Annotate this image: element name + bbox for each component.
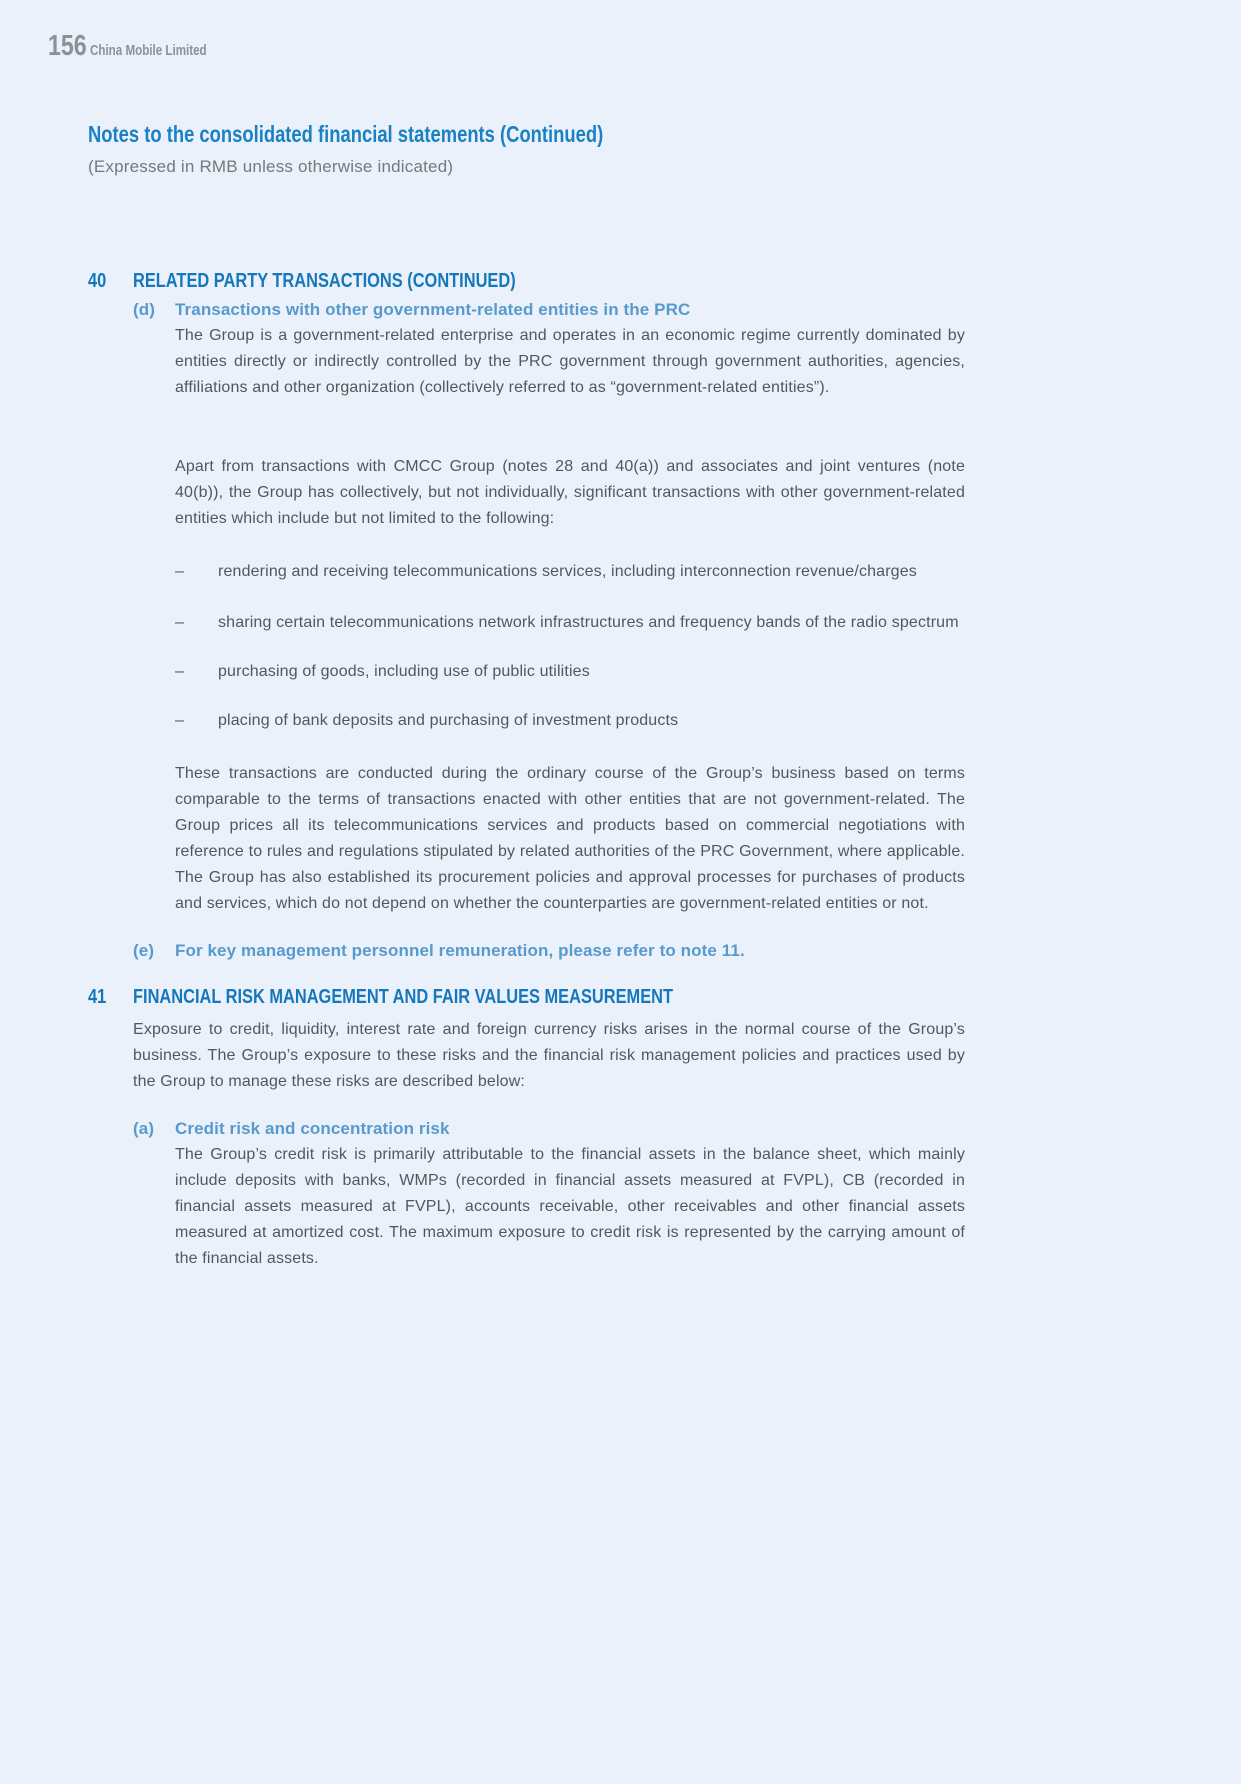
- bullet-item-1: [175, 559, 965, 585]
- section-41-intro: Exposure to credit, liquidity, interest rate and foreign currency risks arises in the normal course of the Group’s business. The Group’s exposure to these risks and the financial risk management policies and practices used by the Group to manage these risks are described below:: [133, 1021, 965, 1090]
- section-40-title: [133, 269, 611, 293]
- section-40-number: [88, 269, 133, 293]
- page-number: [48, 30, 90, 63]
- document-subtitle: (Expressed in RMB unless otherwise indicated): [88, 157, 454, 176]
- section-41-number: [88, 985, 133, 1009]
- bullet-dash: –: [175, 563, 185, 580]
- bullet-item-2: [175, 610, 965, 636]
- bullet-item-3: [175, 659, 965, 685]
- page-number-text: 156: [48, 30, 87, 62]
- section-41-title-text: FINANCIAL RISK MANAGEMENT AND FAIR VALUES MEASUREMENT: [133, 985, 673, 1008]
- bullet-text-1: rendering and receiving telecommunications services, including interconnection revenue/charges: [218, 563, 917, 580]
- subsection-e-heading: [133, 941, 1241, 961]
- bullet-item-4: [175, 708, 965, 734]
- company-name-text: China Mobile Limited: [90, 43, 207, 59]
- subsection-a-paragraph-1: The Group’s credit risk is primarily attributable to the financial assets in the balance sheet, which mainly include deposits with banks, WMPs (recorded in financial assets measured at FVPL), CB (recorded in financial assets measured at FVPL), accounts receivable, other receivables and other financial assets measured at amortized cost. The maximum exposure to credit risk is represented by the carrying amount of the financial assets.: [175, 1146, 965, 1267]
- section-40-number-text: 40: [88, 269, 107, 292]
- document-title: [88, 121, 1241, 148]
- bullet-dash: –: [175, 614, 185, 631]
- document-page: [0, 30, 1241, 1784]
- bullet-text-3: purchasing of goods, including use of public utilities: [218, 663, 590, 680]
- bullet-text-2: sharing certain telecommunications network infrastructures and frequency bands of the radio spectrum: [218, 614, 959, 631]
- document-title-text: Notes to the consolidated financial statements (Continued): [88, 121, 604, 147]
- section-41-title: [133, 985, 808, 1009]
- bullet-text-4: placing of bank deposits and purchasing of investment products: [218, 712, 679, 729]
- section-40-title-text: RELATED PARTY TRANSACTIONS (CONTINUED): [133, 269, 516, 292]
- subsection-d-paragraph-2: Apart from transactions with CMCC Group (notes 28 and 40(a)) and associates and joint ventures (note 40(b)), the Group has collectively, but not individually, significant transactions with other government-related entities which include but not limited to the following:: [175, 458, 965, 527]
- section-41-number-text: 41: [88, 985, 107, 1008]
- subsection-d-title: Transactions with other government-related entities in the PRC: [175, 300, 691, 319]
- subsection-a-title: Credit risk and concentration risk: [175, 1119, 450, 1138]
- bullet-dash: –: [175, 663, 185, 680]
- section-41-heading: [88, 985, 1241, 1009]
- bullet-dash: –: [175, 712, 185, 729]
- section-40-heading: [88, 269, 1241, 293]
- subsection-a-label: (a): [133, 1119, 155, 1138]
- subsection-a-heading: [133, 1119, 1241, 1139]
- subsection-d-heading: [133, 300, 1241, 320]
- subsection-e-title: For key management personnel remuneration, please refer to note 11.: [175, 941, 745, 960]
- subsection-d-paragraph-1: The Group is a government-related enterprise and operates in an economic regime currently dominated by entities directly or indirectly controlled by the PRC government through government authorities, agencies, affiliations and other organization (collectively referred to as “government-related entities”).: [175, 327, 965, 396]
- page-header: [48, 30, 1241, 63]
- subsection-d-paragraph-3: These transactions are conducted during the ordinary course of the Group’s business based on terms comparable to the terms of transactions enacted with other entities that are not government-related. The Group prices all its telecommunications services and products based on commercial negotiations with reference to rules and regulations stipulated by related authorities of the PRC Government, where applicable. The Group has also established its procurement policies and approval processes for purchases of products and services, which do not depend on whether the counterparties are government-related entities or not.: [175, 765, 965, 912]
- subsection-e-label: (e): [133, 941, 155, 960]
- subsection-d-label: (d): [133, 300, 156, 319]
- company-name: [90, 43, 236, 59]
